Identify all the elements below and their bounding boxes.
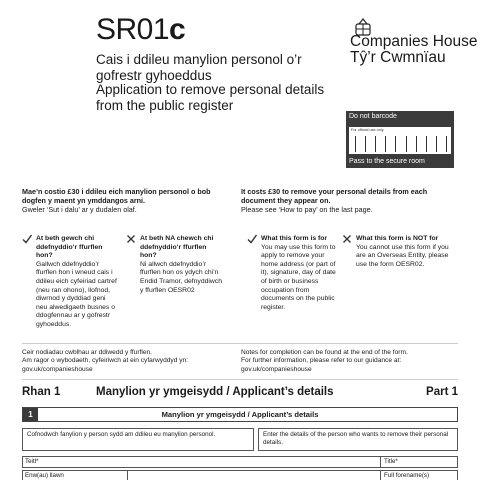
column-cannot-use-welsh: [140, 235, 224, 295]
form-subtitle-welsh: Cais i ddileu manylion personol o’r gofrestr gyhoeddus: [96, 52, 302, 83]
cost-english: It costs £30 to remove your personal details from each document they appear on. Please see ‘How to pay’ on the last page.: [241, 187, 428, 214]
secure-room-label: Pass to the secure room: [349, 158, 425, 165]
divider: [22, 343, 458, 344]
divider: [22, 379, 458, 380]
check-icon: [22, 234, 32, 244]
notes-english: Notes for completion can be found at the end of the form. For further information, please refer to our guidance at: gov.uk/companieshouse: [241, 349, 408, 373]
form-subtitle-english: Application to remove personal details from the public register: [96, 82, 325, 113]
column-body: Gallwch ddefnyddio’r ffurflen hon i wneud cais i ddileu eich cyfeiriad cartref (neu ran ohono), llofnod, diwrnod y dyddiad geni neu alwedigaeth busnes o ddogfennau ar y gofrestr gyhoeddus.: [36, 260, 117, 328]
column-title: At beth gewch chi ddefnyddio’r ffurflen hon?: [36, 235, 103, 260]
column-title: What this form is for: [261, 235, 328, 242]
cost-welsh: Mae’n costio £30 i ddileu eich manylion personol o bob dogfen y maent yn ymddangos arni. Gweler ‘Sut i dalu’ ar y dudalen olaf.: [22, 187, 211, 214]
forenames-label-english: Full forename(s): [384, 472, 430, 479]
check-icon: [247, 234, 257, 244]
column-can-use-welsh: [36, 235, 118, 330]
forenames-label-welsh: Enw(au) llawn: [25, 472, 64, 479]
section-header: [22, 407, 458, 422]
official-use-cells: [355, 136, 447, 152]
section-title: Manylion yr ymgeisydd / Applicant’s details: [161, 410, 319, 419]
brand-name-welsh: Tŷ’r Cwmnïau: [350, 49, 446, 66]
official-use-box: [346, 111, 454, 168]
notes-welsh: Ceir nodiadau cwblhau ar ddiwedd y ffurflen. Am ragor o wybodaeth, cyfeiriwch at ein cyfarwyddyd yn: gov.uk/companieshouse: [22, 349, 189, 373]
brand-name-english: Companies House: [350, 33, 478, 50]
column-body: You cannot use this form if you are an Overseas Entity, please use the form OESR02.: [356, 243, 449, 268]
official-use-label: For official use only: [351, 128, 384, 132]
title-field[interactable]: [22, 456, 458, 468]
title-label-english: Title*: [384, 458, 398, 465]
part-label-welsh: Rhan 1: [22, 386, 61, 398]
column-body: You may use this form to apply to remove your home address (or part of it), signature, day of date of birth or business occupation from documents on the public register.: [261, 243, 336, 311]
official-use-field: [349, 127, 451, 154]
part-title: Manylion yr ymgeisydd / Applicant’s details: [96, 386, 334, 398]
column-form-for-english: [261, 235, 343, 312]
forenames-field[interactable]: [22, 470, 458, 480]
form-code: SR01c: [96, 13, 186, 46]
instruction-welsh: Cofnodwch fanylion y person sydd am ddileu eu manylion personol.: [22, 428, 254, 451]
column-form-not-for-english: [356, 235, 458, 269]
cross-icon: [342, 234, 352, 244]
do-not-barcode-label: Do not barcode: [349, 113, 397, 120]
column-title: What this form is NOT for: [356, 235, 439, 242]
section-number: 1: [23, 408, 38, 421]
title-label-welsh: Teitl*: [25, 458, 39, 465]
column-body: Ni allwch ddefnyddio’r ffurflen hon os ydych chi’n Endid Tramor, defnyddiwch y ffurflen OESR02: [140, 260, 222, 294]
part-label-english: Part 1: [426, 386, 458, 398]
column-title: At beth NA chewch chi ddefnyddio’r ffurflen hon?: [140, 235, 214, 260]
instruction-english: Enter the details of the person who wants to remove their personal details.: [258, 428, 458, 451]
cross-icon: [126, 234, 136, 244]
